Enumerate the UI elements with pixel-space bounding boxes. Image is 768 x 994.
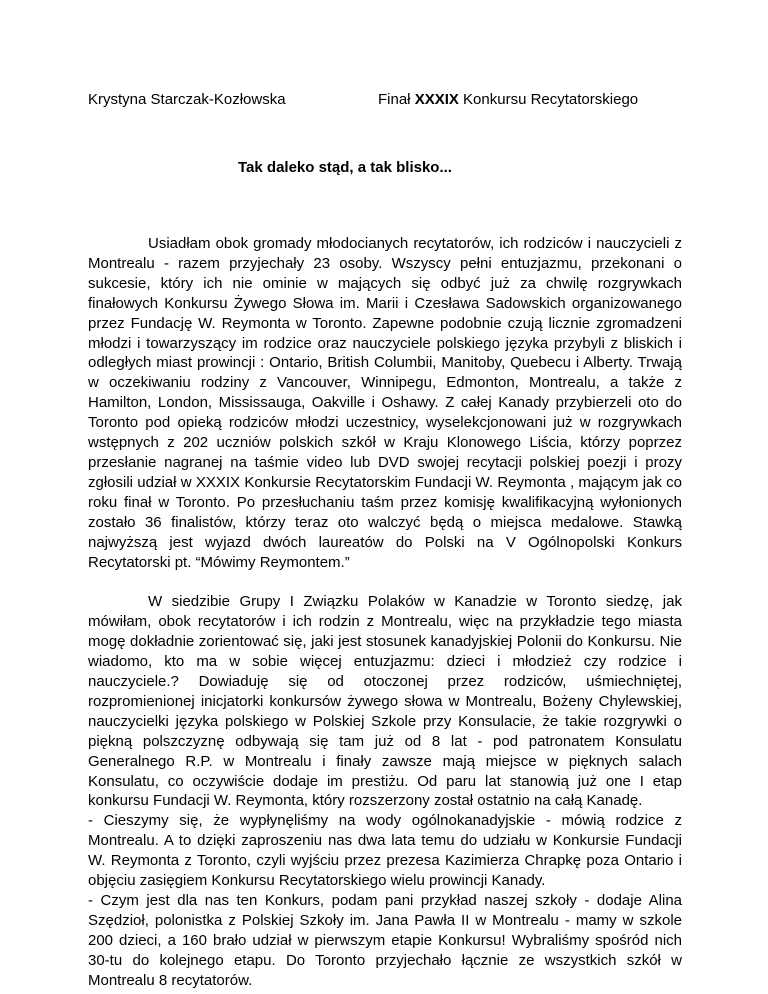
article-body	[88, 234, 682, 991]
author-name: Krystyna Starczak-Kozłowska	[88, 91, 286, 108]
article-title: Tak daleko stąd, a tak blisko...	[238, 159, 452, 176]
competition-title	[378, 90, 638, 110]
competition-title-prefix: Finał	[378, 91, 415, 108]
paragraph-3: - Cieszymy się, że wypłynęliśmy na wody ogólnokanadyjskie - mówią rodzice z Montrealu. A to dzięki zaproszeniu nas dwa lata temu do udziału w Konkursie Fundacji W. Reymonta z Toronto, czyli wyjściu przez prezesa Kazimierza Chrapkę poza Ontario i objęciu zasięgiem Konkursu Recytatorskiego wielu prowincji Kanady.	[88, 812, 682, 890]
paragraph-1: Usiadłam obok gromady młodocianych recytatorów, ich rodziców i nauczycieli z Montrealu - razem przyjechały 23 osoby. Wszyscy pełni entuzjazmu, przekonani o sukcesie, który ich nie ominie w mających się odbyć już za chwilę rozgrywkach finałowych Konkursu Żywego Słowa im. Marii i Czesława Sadowskich organizowanego przez Fundację W. Reymonta w Toronto. Zapewne podobnie czują licznie zgromadzeni młodzi i towarzyszący im rodzice oraz nauczyciele polskiego języka przybyli z bliskich i odległych miast prowincji : Ontario, British Columbii, Manitoby, Quebecu i Alberty. Trwają w oczekiwaniu rodziny z Vancouver, Winnipegu, Edmonton, Montrealu, a także z Hamilton, London, Mississauga, Oakville i Oshawy. Z całej Kanady przybierzeli oto do Toronto pod opieką rodziców młodzi uczestnicy, wyselekcjonowani już w rozgrywkach wstępnych z 202 uczniów polskich szkół w Kraju Klonowego Liścia, którzy poprzez przesłanie nagranej na taśmie video lub DVD swojej recytacji polskiej poezji i prozy zgłosili udział w XXXIX Konkursie Recytatorskim Fundacji W. Reymonta , mającym jak co roku finał w Toronto. Po przesłuchaniu taśm przez komisję kwalifikacyjną wyłonionych zostało 36 finalistów, którzy teraz oto walczyć będą o miejsca medalowe. Stawką najwyższą jest wyjazd dwóch laureatów do Polski na V Ogólnopolski Konkurs Recytatorski pt. “Mówimy Reymontem.”	[88, 235, 682, 571]
competition-edition-number: XXXIX	[414, 91, 459, 108]
paragraph-4: - Czym jest dla nas ten Konkurs, podam pani przykład naszej szkoły - dodaje Alina Szędzioł, polonistka z Polskiej Szkoły im. Jana Pawła II w Montrealu - mamy w szkole 200 dzieci, a 160 brało udział w pierwszym etapie Konkursu! Wybraliśmy spośród nich 30-tu do kolejnego etapu. Do Toronto przyjechało łącznie ze wszystkich szkół w Montrealu 8 recytatorów.	[88, 892, 682, 989]
competition-title-suffix: Konkursu Recytatorskiego	[458, 91, 639, 108]
paragraph-2: W siedzibie Grupy I Związku Polaków w Kanadzie w Toronto siedzę, jak mówiłam, obok recytatorów i ich rodzin z Montrealu, więc na przykładzie tego miasta mogę dokładnie zorientować się, jaki jest stosunek kanadyjskiej Polonii do Konkursu. Nie wiadomo, kto ma w sobie więcej entuzjazmu: dzieci i młodzież czy rodzice i nauczyciele.? Dowiaduję się od otoczonej przez rodziców, uśmiechniętej, rozpromienionej inicjatorki konkursów żywego słowa w Montrealu, Bożeny Chylewskiej, nauczycielki języka polskiego w Polskiej Szkole przy Konsulacie, że takie rozgrywki o piękną polszczyznę odbywają się tam już od 8 lat - pod patronatem Konsulatu Generalnego R.P. w Montrealu i finały zawsze mają miejsce w pięknych salach Konsulatu, co oczywiście dodaje im prestiżu. Od paru lat stanowią już one I etap konkursu Fundacji W. Reymonta, który rozszerzony został ostatnio na całą Kanadę.	[88, 593, 682, 810]
